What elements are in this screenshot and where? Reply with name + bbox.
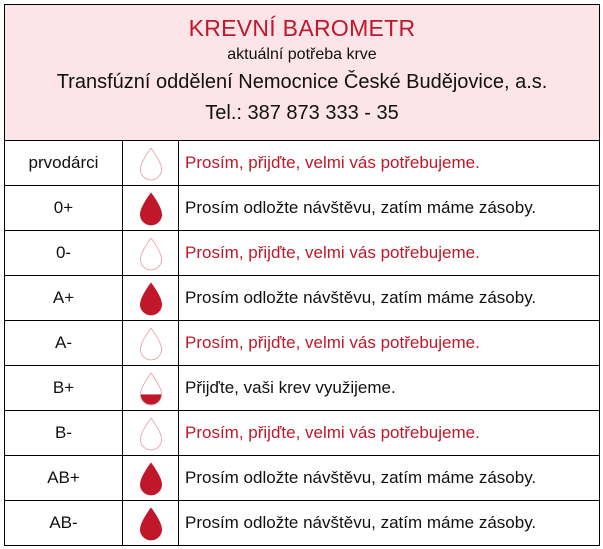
table-row (5, 141, 599, 186)
blood-type-label: B+ (5, 366, 123, 410)
barometer-header (5, 5, 599, 141)
blood-type-label: A- (5, 321, 123, 365)
status-message: Prosím, přijďte, velmi vás potřebujeme. (185, 423, 480, 442)
blood-type-table (5, 141, 599, 545)
page-title: KREVNÍ BAROMETR (188, 15, 416, 41)
blood-drop-cell (123, 321, 179, 365)
blood-drop-icon (138, 146, 164, 181)
phone-number: Tel.: 387 873 333 - 35 (205, 102, 399, 124)
blood-drop-cell (123, 276, 179, 320)
table-row (5, 411, 599, 456)
status-message: Prosím odložte návštěvu, zatím máme zásoby. (185, 288, 537, 307)
status-message: Prosím odložte návštěvu, zatím máme zásoby. (185, 468, 537, 487)
blood-drop-cell (123, 411, 179, 455)
department-name: Transfúzní oddělení Nemocnice České Budějovice, a.s. (56, 71, 548, 93)
page-subtitle: aktuální potřeba krve (227, 46, 377, 63)
blood-drop-icon (138, 506, 164, 541)
blood-drop-icon (138, 281, 164, 316)
blood-type-label: 0+ (5, 186, 123, 230)
blood-drop-cell (123, 456, 179, 500)
table-row (5, 276, 599, 321)
blood-level-fill (138, 283, 163, 316)
blood-level-fill (138, 193, 163, 226)
status-message: Přijďte, vaši krev využijeme. (185, 378, 396, 397)
blood-level-fill (138, 463, 163, 496)
status-message: Prosím odložte návštěvu, zatím máme zásoby. (185, 513, 537, 532)
blood-drop-icon (138, 326, 164, 361)
blood-drop-icon (138, 416, 164, 451)
blood-drop-icon (138, 371, 164, 406)
blood-drop-cell (123, 231, 179, 275)
status-message: Prosím, přijďte, velmi vás potřebujeme. (185, 333, 480, 352)
table-row (5, 231, 599, 276)
table-row (5, 366, 599, 411)
blood-type-label: B- (5, 411, 123, 455)
blood-drop-cell (123, 501, 179, 545)
blood-drop-icon (138, 461, 164, 496)
blood-drop-outline (140, 238, 161, 270)
blood-type-label: 0- (5, 231, 123, 275)
blood-drop-outline (140, 328, 161, 360)
table-row (5, 501, 599, 545)
table-row (5, 456, 599, 501)
blood-drop-cell (123, 141, 179, 185)
blood-type-label: prvodárci (5, 141, 123, 185)
table-row (5, 321, 599, 366)
blood-drop-cell (123, 366, 179, 410)
table-row (5, 186, 599, 231)
blood-drop-icon (138, 236, 164, 271)
status-message: Prosím, přijďte, velmi vás potřebujeme. (185, 243, 480, 262)
status-message: Prosím odložte návštěvu, zatím máme zásoby. (185, 198, 537, 217)
blood-drop-icon (138, 191, 164, 226)
blood-drop-outline (140, 418, 161, 450)
status-message: Prosím, přijďte, velmi vás potřebujeme. (185, 153, 480, 172)
blood-type-label: AB+ (5, 456, 123, 500)
blood-drop-outline (140, 148, 161, 180)
blood-level-fill (138, 508, 163, 541)
blood-type-label: A+ (5, 276, 123, 320)
blood-barometer-panel (4, 4, 600, 546)
blood-drop-cell (123, 186, 179, 230)
blood-type-label: AB- (5, 501, 123, 545)
